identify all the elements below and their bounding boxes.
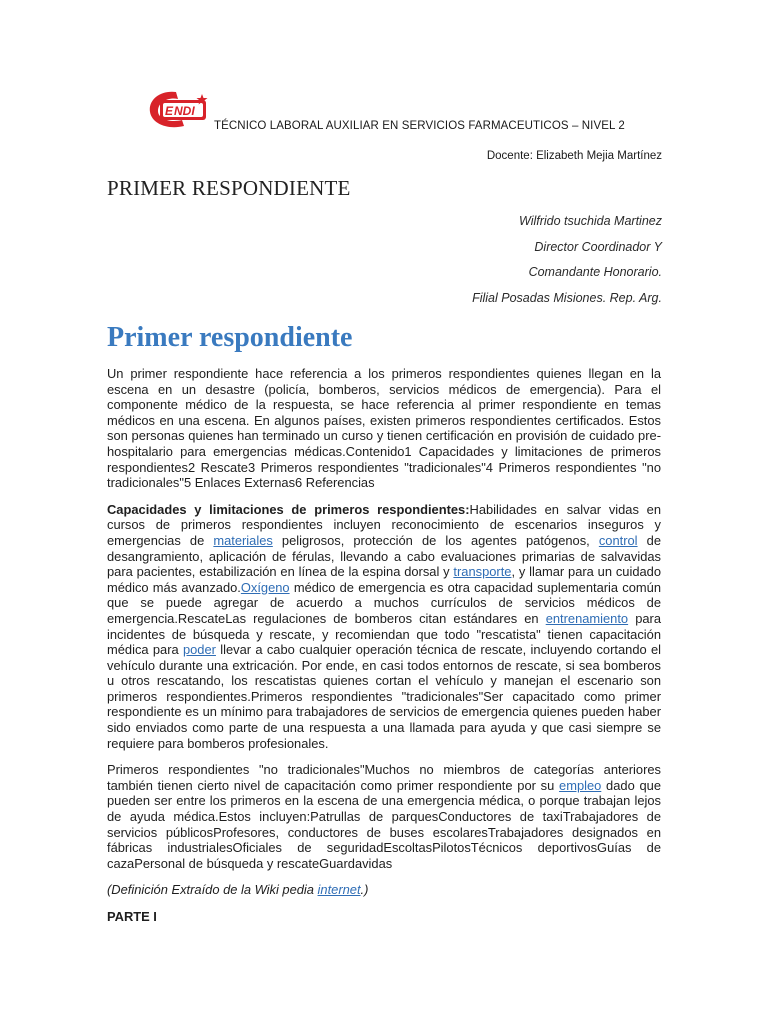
document-body [107, 366, 661, 936]
author-line: Wilfrido tsuchida Martinez [519, 214, 662, 228]
text-run: médico de emergencia es otra capacidad suplementaria común que se puede agregar de acuerdo a muchos currículos de servicios médicos de emergencia.RescateLas regulaciones de bomberos citan estándares en [107, 579, 662, 626]
document-header [146, 88, 666, 134]
text-run: de desangramiento, aplicación de férulas, llevando a cabo evaluaciones primarias de salvavidas para pacientes, estabilización en línea de la espina dorsal y [107, 532, 662, 580]
text-run: , y llamar para un cuidado médico más avanzado. [107, 564, 661, 595]
link-internet[interactable]: internet [317, 882, 361, 898]
text-run: .) [360, 882, 369, 898]
link-control[interactable]: control [598, 532, 638, 548]
link-transporte[interactable]: transporte [453, 564, 512, 580]
paragraph-non-traditional [107, 762, 661, 871]
course-title: TÉCNICO LABORAL AUXILIAR EN SERVICIOS FARMACEUTICOS – NIVEL 2 [214, 120, 625, 132]
svg-text:NDI: NDI [174, 104, 195, 118]
author-line: Filial Posadas Misiones. Rep. Arg. [472, 290, 662, 305]
link-entrenamiento[interactable]: entrenamiento [545, 610, 629, 626]
link-poder[interactable]: poder [182, 642, 216, 658]
author-line: Director Coordinador Y [534, 239, 662, 254]
author-block [472, 211, 662, 313]
section-title: Primer respondiente [107, 322, 353, 353]
text-run: Primeros respondientes "no tradicionales"Muchos no miembros de categorías anteriores también tienen cierto nivel de capacitación como primer respondiente por su [107, 762, 661, 793]
svg-text:E: E [165, 104, 174, 118]
cendi-logo [146, 88, 212, 132]
link-materiales[interactable]: materiales [213, 532, 273, 548]
link-oxigeno[interactable]: Oxígeno [240, 579, 290, 595]
paragraph-lead: Capacidades y limitaciones de primeros respondientes: [107, 501, 470, 517]
text-run: (Definición Extraído de la Wiki pedia [107, 882, 318, 898]
teacher-name: Docente: Elizabeth Mejia Martínez [486, 150, 662, 162]
main-title: PRIMER RESPONDIENTE [107, 176, 351, 200]
text-run: Habilidades en salvar vidas en cursos de primeros respondientes incluyen reconocimiento de escenarios inseguros y emergencias de [107, 501, 661, 548]
author-line: Comandante Honorario. [528, 265, 662, 279]
part-heading: PARTE I [107, 909, 157, 924]
link-empleo[interactable]: empleo [559, 777, 602, 793]
paragraph-capabilities [107, 502, 661, 752]
text-run: dado que pueden ser entre los primeros en la escena de una emergencia médica, o porque trabajan lejos de ayuda médica.Estos incluyen:Patrullas de parquesConductores de taxiTrabajadores de servicios públicosProfesores, conductores de buses escolaresTrabajadores designados en fábricas industrialesOficiales de seguridadEscoltasPilotosTécnicos deportivosGuías de cazaPersonal de búsqueda y rescateGuardavidas [107, 777, 661, 871]
text-run: para incidentes de búsqueda y rescate, y recomiendan que todo "rescatista" tienen capacitación médica para [107, 610, 661, 658]
text-run: llevar a cabo cualquier operación técnica de rescate, incluyendo cortando el vehículo durante una extricación. Por ende, en casi todos entornos de rescate, si sea bomberos u otros rescatando, los rescatistas quienes cortan el vehículo y manejan el escenario son primeros respondientes.Primeros respondientes "tradicionales"Ser capacitado como primer respondiente es un mínimo para trabajadores de servicios de emergencia quienes pueden haber sido enviados como parte de una respuesta a una llamada para ayuda y que casi siempre se requiere para bomberos profesionales. [107, 642, 661, 751]
citation [107, 882, 661, 898]
text-run: peligrosos, protección de los agentes patógenos, [272, 532, 599, 548]
paragraph-intro: Un primer respondiente hace referencia a los primeros respondientes quienes llegan en la escena en un desastre (policía, bomberos, servicios médicos de emergencia). Para el componente médico de la respuesta, se hace referencia al primer respondiente en temas médicos en una escena. En algunos países, existen primeros respondientes certificados. Estos son personas quienes han terminado un curso y tienen certificación en provisión de cuidado pre-hospitalario para emergencias médicas.Contenido1 Capacidades y limitaciones de primeros respondientes2 Rescate3 Primeros respondientes "tradicionales"4 Primeros respondientes "no tradicionales"5 Enlaces Externas6 Referencias [107, 366, 661, 491]
